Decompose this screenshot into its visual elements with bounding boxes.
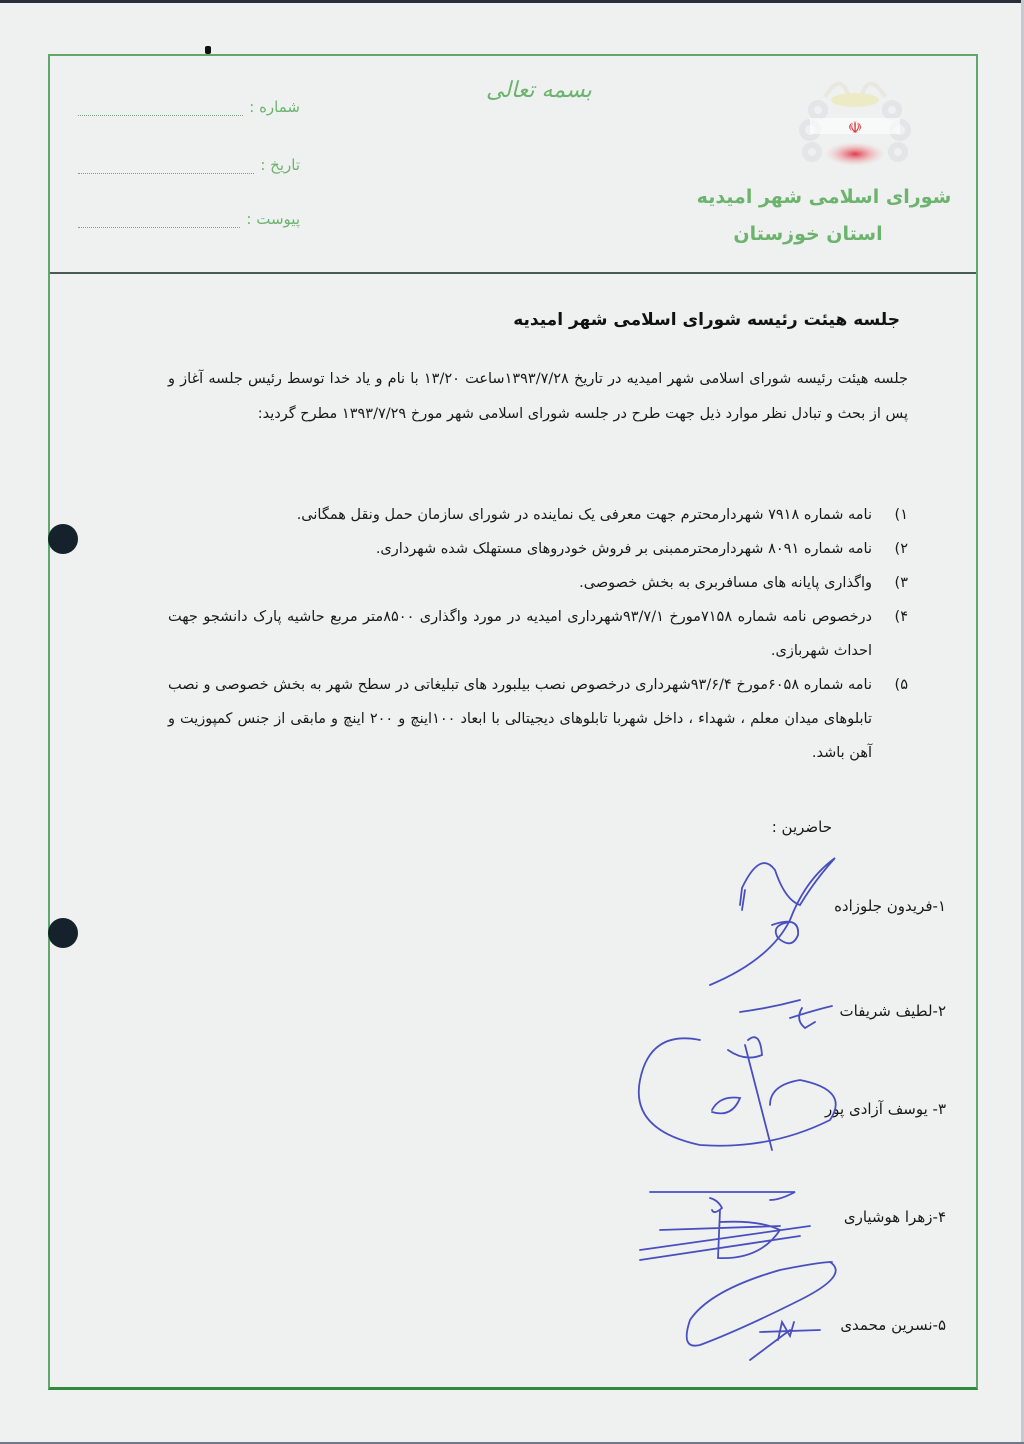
attendee-name: ۳- یوسف آزادی پور [825, 1100, 946, 1118]
attachment-field [78, 204, 300, 228]
ink-speck [205, 46, 211, 54]
header-separator [50, 272, 976, 274]
date-field [78, 150, 300, 174]
date-label: تاریخ : [260, 156, 300, 174]
agenda-item [168, 498, 908, 532]
punch-hole-icon [48, 524, 78, 554]
date-value [78, 159, 254, 174]
agenda-item-number: ۵) [894, 677, 908, 693]
agenda-item [168, 600, 908, 668]
agenda-item-number: ۱) [894, 507, 908, 523]
attendees-label: حاضرین : [771, 818, 832, 836]
agenda-item-text: نامه شماره ۸۰۹۱ شهردارمحترممبنی بر فروش خودروهای مستهلک شده شهرداری. [375, 541, 872, 557]
attachment-label: پیوست : [246, 210, 300, 228]
number-label: شماره : [249, 98, 300, 116]
scan-top-edge [0, 0, 1024, 3]
council-name: شورای اسلامی شهر امیدیه [696, 186, 952, 208]
document-title: جلسه هیئت رئیسه شورای اسلامی شهر امیدیه [513, 310, 900, 330]
agenda-item-text: نامه شماره ۷۹۱۸ شهردارمحترم جهت معرفی یک نماینده در شورای سازمان حمل ونقل همگانی. [296, 507, 872, 523]
agenda-item-text: واگذاری پایانه های مسافربری به بخش خصوصی. [579, 575, 872, 591]
bismillah-calligraphy: بسمه تعالی [486, 78, 592, 103]
punch-hole-icon [48, 918, 78, 948]
attachment-value [78, 213, 240, 228]
attendee-name: ۵-نسرین محمدی [840, 1316, 946, 1334]
attendee-name: ۴-زهرا هوشیاری [843, 1208, 946, 1226]
agenda-item-number: ۴) [894, 609, 908, 625]
agenda-item [168, 668, 908, 770]
agenda-list [168, 498, 908, 770]
agenda-item [168, 532, 908, 566]
number-field [78, 92, 300, 116]
attendee-name: ۲-لطیف شریفات [839, 1002, 946, 1020]
agenda-item-text: درخصوص نامه شماره ۷۱۵۸مورخ ۹۳/۷/۱شهرداری امیدیه در مورد واگذاری ۸۵۰۰متر مربع حاشیه پارک دانشجو جهت احداث شهربازی. [168, 609, 873, 659]
iran-emblem-logo [790, 72, 920, 182]
province-name: استان خوزستان [733, 223, 883, 245]
agenda-item-number: ۲) [894, 541, 908, 557]
intro-paragraph: جلسه هیئت رئیسه شورای اسلامی شهر امیدیه در تاریخ ۱۳۹۳/۷/۲۸ساعت ۱۳/۲۰ با نام و یاد خدا توسط رئیس جلسه آغاز و پس از بحث و تبادل نظر موارد ذیل جهت طرح در جلسه شورای اسلامی شهر مورخ ۱۳۹۳/۷/۲۹ مطرح گردید: [168, 371, 908, 422]
attendee-name: ۱-فریدون جلوزاده [834, 897, 946, 915]
number-value [78, 101, 243, 116]
agenda-item [168, 566, 908, 600]
emblem-glyph: ☫ [847, 118, 863, 137]
agenda-item-number: ۳) [894, 575, 908, 591]
agenda-item-text: نامه شماره ۶۰۵۸مورخ ۹۳/۶/۴شهرداری درخصوص نصب بیلبورد های تبلیغاتی در سطح شهر به بخش خصوصی و نصب تابلوهای میدان معلم ، شهداء ، داخل شهربا تابلوهای دیجیتالی با ابعاد ۱۰۰اینچ و ۲۰۰ اینچ و مابقی از جنس کمپوزیت و آهن باشد. [168, 677, 872, 761]
